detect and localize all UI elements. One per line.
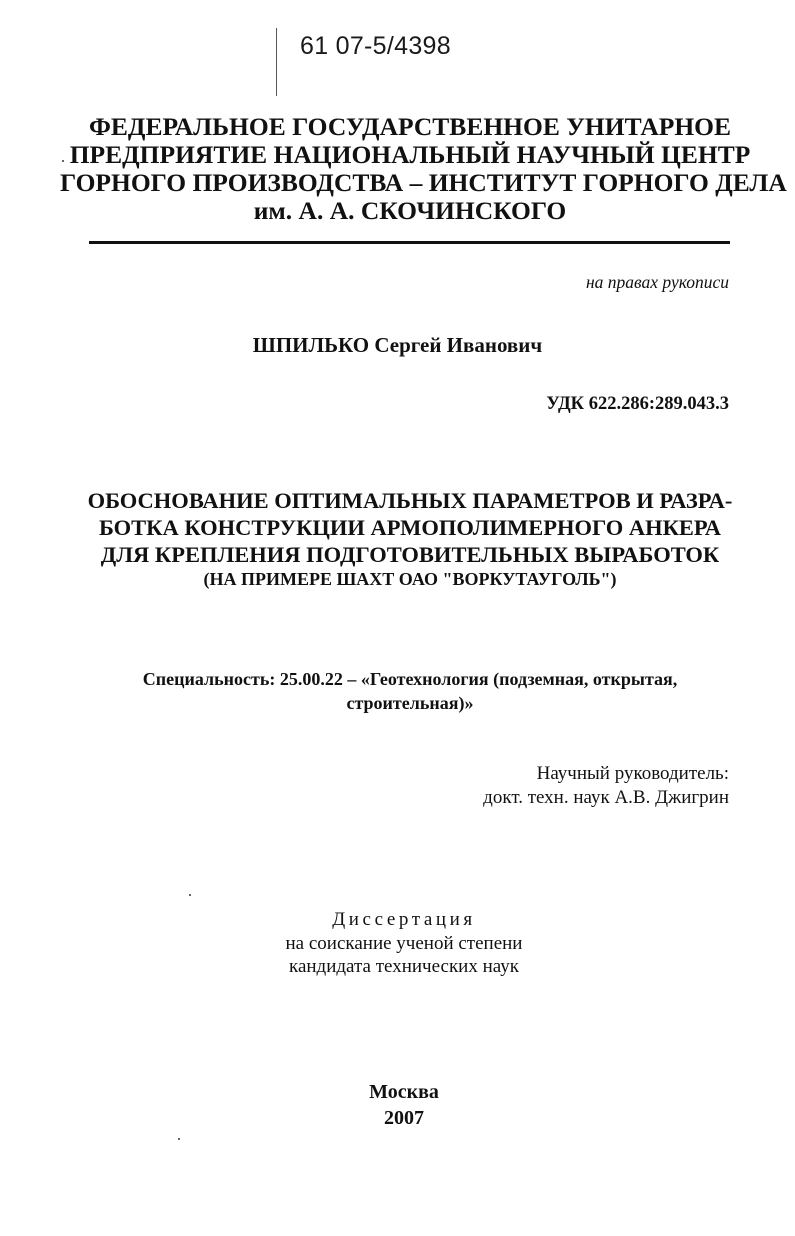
- stamp-margin-line: [276, 28, 277, 96]
- specialty-line: строительная)»: [346, 693, 474, 713]
- scan-speck: [189, 894, 191, 896]
- dissertation-line: кандидата технических наук: [289, 956, 519, 977]
- organization-line: ГОРНОГО ПРОИЗВОДСТВА – ИНСТИТУТ ГОРНОГО ДЕЛА: [60, 168, 787, 197]
- rights-note: на правах рукописи: [586, 272, 729, 292]
- horizontal-divider: [89, 241, 730, 244]
- organization-heading: [60, 112, 787, 225]
- title-line: ДЛЯ КРЕПЛЕНИЯ ПОДГОТОВИТЕЛЬНЫХ ВЫРАБОТОК: [100, 542, 720, 567]
- specialty: [60, 667, 760, 715]
- dissertation-heading: Диссертация: [332, 909, 476, 930]
- scan-speck: [178, 1138, 180, 1140]
- specialty-line: Специальность: 25.00.22 – «Геотехнология (подземная, открытая,: [142, 669, 678, 689]
- title-subtitle: (НА ПРИМЕРЕ ШАХТ ОАО "ВОРКУТАУГОЛЬ"): [203, 569, 617, 589]
- dissertation-title: [60, 487, 760, 590]
- udk-code: УДК 622.286:289.043.3: [546, 394, 729, 414]
- scientific-advisor: [483, 762, 729, 810]
- archive-stamp-number: 61 07-5/4398: [300, 32, 451, 60]
- organization-line: им. А. А. СКОЧИНСКОГО: [253, 196, 567, 225]
- advisor-label: Научный руководитель:: [536, 763, 729, 784]
- dissertation-line: на соискание ученой степени: [285, 932, 523, 954]
- title-line: БОТКА КОНСТРУКЦИИ АРМОПОЛИМЕРНОГО АНКЕРА: [98, 515, 722, 540]
- title-line: ОБОСНОВАНИЕ ОПТИМАЛЬНЫХ ПАРАМЕТРОВ И РАЗРА-: [87, 488, 733, 513]
- advisor-name: докт. техн. наук А.В. Джигрин: [483, 787, 729, 808]
- dissertation-block: [0, 908, 795, 979]
- year: 2007: [384, 1107, 424, 1129]
- scan-speck: [62, 160, 64, 162]
- organization-line: ПРЕДПРИЯТИЕ НАЦИОНАЛЬНЫЙ НАУЧНЫЙ ЦЕНТР: [69, 140, 751, 169]
- place-and-year: [0, 1079, 795, 1131]
- organization-line: ФЕДЕРАЛЬНОЕ ГОСУДАРСТВЕННОЕ УНИТАРНОЕ: [88, 112, 732, 141]
- city: Москва: [369, 1081, 439, 1103]
- author-name: ШПИЛЬКО Сергей Иванович: [252, 333, 543, 357]
